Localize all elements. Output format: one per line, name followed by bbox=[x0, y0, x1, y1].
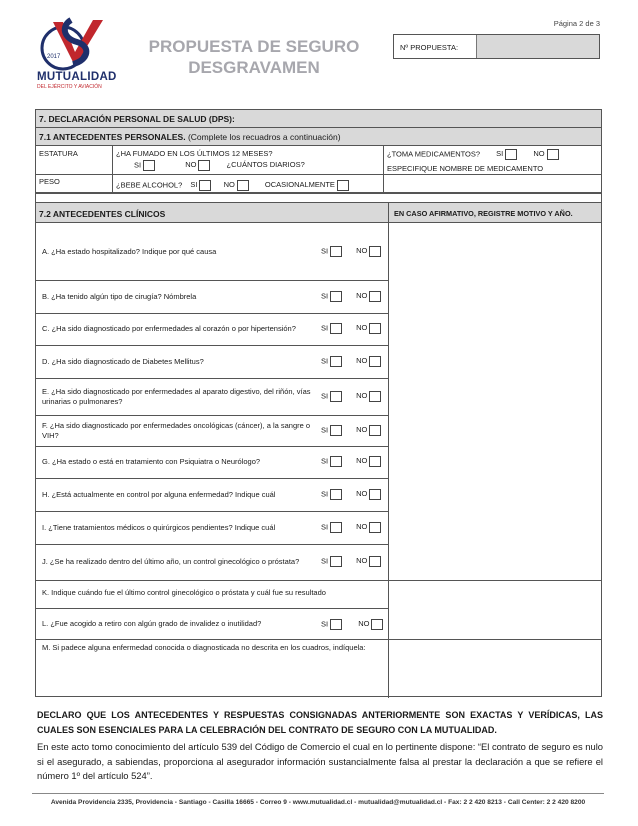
medication-no-checkbox[interactable] bbox=[547, 149, 559, 160]
page-number: Página 2 de 3 bbox=[553, 19, 600, 28]
yes-checkbox[interactable] bbox=[330, 522, 342, 533]
no-label: NO bbox=[356, 391, 368, 401]
clinical-question-text: E. ¿Ha sido diagnosticado por enfermedades al aparato digestivo, del riñón, vías urinarias o pulmonares? bbox=[42, 387, 311, 406]
alcohol-no-checkbox[interactable] bbox=[237, 180, 249, 191]
page-title: PROPUESTA DE SEGURO DESGRAVAMEN bbox=[148, 37, 360, 77]
medication-yes-checkbox[interactable] bbox=[505, 149, 517, 160]
medication-no-label: NO bbox=[533, 149, 545, 159]
alcohol-no-label: NO bbox=[223, 180, 235, 190]
clinical-question-answers bbox=[321, 356, 381, 367]
clinical-question-row bbox=[36, 415, 388, 446]
medication-answers bbox=[387, 149, 559, 160]
no-label: NO bbox=[356, 456, 368, 466]
no-label: NO bbox=[356, 246, 368, 256]
yes-checkbox[interactable] bbox=[330, 456, 342, 467]
clinical-question-text: H. ¿Está actualmente en control por alguna enfermedad? Indique cuál bbox=[42, 490, 276, 499]
clinical-question-answers bbox=[321, 489, 381, 500]
yes-checkbox[interactable] bbox=[330, 489, 342, 500]
no-checkbox[interactable] bbox=[369, 489, 381, 500]
clinical-question-text: I. ¿Tiene tratamientos médicos o quirúrgicos pendientes? Indique cuál bbox=[42, 523, 276, 532]
yes-label: SI bbox=[321, 291, 329, 301]
clinical-question-answers bbox=[321, 425, 381, 436]
health-declaration-form bbox=[35, 109, 602, 697]
footer-divider bbox=[32, 793, 604, 794]
question-l-answers bbox=[321, 619, 383, 630]
clinical-question-row bbox=[36, 378, 388, 415]
no-label: NO bbox=[356, 425, 368, 435]
yes-checkbox[interactable] bbox=[330, 391, 342, 402]
yes-label: SI bbox=[321, 391, 329, 401]
no-checkbox[interactable] bbox=[369, 391, 381, 402]
clinical-question-row bbox=[36, 478, 388, 511]
clinical-question-answers bbox=[321, 391, 381, 402]
alcohol-answers bbox=[116, 180, 349, 191]
clinical-question-text: D. ¿Ha sido diagnosticado de Diabetes Mellitus? bbox=[42, 357, 204, 366]
clinical-question-text: C. ¿Ha sido diagnosticado por enfermedades al corazón o por hipertensión? bbox=[42, 324, 296, 333]
article-539-notice: En este acto tomo conocimiento del artículo 539 del Código de Comercio el cual en lo pertinente dispone: “El contrato de seguro es nulo si el asegurado, a sabiendas, proporciona al asegurador información sustancialmente falsa al prestar la declaración a que se refiere el número 1º del artículo 524”. bbox=[37, 741, 603, 781]
proposal-number-label: Nº PROPUESTA: bbox=[400, 43, 459, 52]
yes-label: SI bbox=[321, 489, 329, 499]
clinical-question-text: G. ¿Ha estado o está en tratamiento con Psiquiatra o Neurólogo? bbox=[42, 457, 261, 466]
medication-yes-label: SI bbox=[496, 149, 504, 159]
no-checkbox[interactable] bbox=[369, 456, 381, 467]
clinical-question-row bbox=[36, 345, 388, 378]
cigarettes-per-day-label: ¿CUÁNTOS DIARIOS? bbox=[226, 160, 305, 170]
section-7-1-title: 7.1 ANTECEDENTES PERSONALES. bbox=[39, 132, 186, 142]
section-7-2-title: 7.2 ANTECEDENTES CLÍNICOS bbox=[39, 209, 166, 219]
alcohol-yes-checkbox[interactable] bbox=[199, 180, 211, 191]
clinical-question-row bbox=[36, 313, 388, 345]
yes-checkbox[interactable] bbox=[330, 246, 342, 257]
clinical-question-answers bbox=[321, 291, 381, 302]
footer-contact: Avenida Providencia 2335, Providencia - Santiago - Casilla 16665 - Correo 9 - www.mutualidad.cl - mutualidad@mutualidad.cl - Fax: 2 2 420 8213 - Call Center: 2 2 420 8200 bbox=[50, 799, 586, 806]
height-label: ESTATURA bbox=[39, 149, 78, 158]
clinical-question-row bbox=[36, 511, 388, 544]
medication-question: ¿TOMA MEDICAMENTOS? bbox=[387, 149, 481, 159]
no-checkbox[interactable] bbox=[369, 522, 381, 533]
smoked-no-checkbox[interactable] bbox=[198, 160, 210, 171]
yes-checkbox[interactable] bbox=[330, 323, 342, 334]
question-l-yes-checkbox[interactable] bbox=[330, 619, 342, 630]
yes-checkbox[interactable] bbox=[330, 291, 342, 302]
alcohol-occasionally-label: OCASIONALMENTE bbox=[264, 180, 335, 190]
yes-label: SI bbox=[321, 246, 329, 256]
question-m: M. Si padece alguna enfermedad conocida o diagnosticada no descrita en los cuadros, indíquela: bbox=[42, 643, 366, 652]
section-7-2-right-heading: EN CASO AFIRMATIVO, REGISTRE MOTIVO Y AÑO. bbox=[394, 209, 573, 218]
logo-emblem-icon bbox=[33, 14, 133, 72]
no-checkbox[interactable] bbox=[369, 246, 381, 257]
logo-year: 2017 bbox=[47, 54, 61, 60]
alcohol-yes-label: SI bbox=[190, 180, 198, 190]
clinical-question-answers bbox=[321, 456, 381, 467]
clinical-question-text: F. ¿Ha sido diagnosticado por enfermedades oncológicas (cáncer), a la sangre o VIH? bbox=[42, 421, 311, 440]
smoked-yes-label: SI bbox=[134, 160, 142, 170]
no-label: NO bbox=[356, 556, 368, 566]
clinical-question-row bbox=[36, 280, 388, 313]
section-7-heading: 7. DECLARACIÓN PERSONAL DE SALUD (DPS): bbox=[36, 110, 601, 128]
question-l: L. ¿Fue acogido a retiro con algún grado de invalidez o inutilidad? bbox=[42, 619, 262, 628]
clinical-question-answers bbox=[321, 522, 381, 533]
yes-label: SI bbox=[321, 356, 329, 366]
yes-label: SI bbox=[321, 323, 329, 333]
question-l-no-label: NO bbox=[358, 619, 370, 629]
no-checkbox[interactable] bbox=[369, 556, 381, 567]
proposal-number-field[interactable] bbox=[476, 35, 599, 58]
no-label: NO bbox=[356, 323, 368, 333]
yes-label: SI bbox=[321, 522, 329, 532]
clinical-question-text: J. ¿Se ha realizado dentro del último año, un control ginecológico o próstata? bbox=[42, 557, 300, 566]
clinical-question-row bbox=[36, 223, 388, 280]
alcohol-occasionally-checkbox[interactable] bbox=[337, 180, 349, 191]
question-l-yes-label: SI bbox=[321, 619, 329, 629]
no-label: NO bbox=[356, 522, 368, 532]
section-7-1-heading bbox=[36, 128, 601, 146]
smoked-yes-checkbox[interactable] bbox=[143, 160, 155, 171]
question-l-no-checkbox[interactable] bbox=[371, 619, 383, 630]
section-7-1-note: (Complete los recuadros a continuación) bbox=[187, 132, 341, 142]
weight-label: PESO bbox=[39, 177, 60, 186]
question-k: K. Indique cuándo fue el último control ginecológico o próstata y cuál fue su resultado bbox=[42, 588, 326, 597]
no-label: NO bbox=[356, 291, 368, 301]
medication-name-label: ESPECIFIQUE NOMBRE DE MEDICAMENTO bbox=[387, 164, 544, 173]
no-checkbox[interactable] bbox=[369, 323, 381, 334]
smoked-no-label: NO bbox=[185, 160, 197, 170]
smoked-question: ¿HA FUMADO EN LOS ÚLTIMOS 12 MESES? bbox=[116, 149, 273, 158]
no-checkbox[interactable] bbox=[369, 291, 381, 302]
no-checkbox[interactable] bbox=[369, 425, 381, 436]
clinical-question-row bbox=[36, 446, 388, 478]
clinical-question-answers bbox=[321, 323, 381, 334]
no-checkbox[interactable] bbox=[369, 356, 381, 367]
smoked-answers bbox=[134, 160, 305, 171]
clinical-question-answers bbox=[321, 556, 381, 567]
yes-label: SI bbox=[321, 556, 329, 566]
no-label: NO bbox=[356, 356, 368, 366]
yes-checkbox[interactable] bbox=[330, 356, 342, 367]
logo-subtitle: DEL EJÉRCITO Y AVIACIÓN bbox=[37, 84, 102, 90]
logo-brand: MUTUALIDAD bbox=[37, 71, 117, 83]
yes-label: SI bbox=[321, 425, 329, 435]
proposal-number-box bbox=[393, 34, 600, 59]
clinical-question-text: A. ¿Ha estado hospitalizado? Indique por qué causa bbox=[42, 247, 217, 256]
clinical-question-row bbox=[36, 544, 388, 580]
declaration-statement: DECLARO QUE LOS ANTECEDENTES Y RESPUESTAS CONSIGNADAS ANTERIORMENTE SON EXACTAS Y VERÍDICAS, LAS CUALES SON ESENCIALES PARA LA CELEBRACIÓN DEL CONTRATO DE SEGURO CON LA MUTUALIDAD. bbox=[37, 710, 603, 735]
yes-checkbox[interactable] bbox=[330, 425, 342, 436]
yes-label: SI bbox=[321, 456, 329, 466]
no-label: NO bbox=[356, 489, 368, 499]
clinical-question-text: B. ¿Ha tenido algún tipo de cirugía? Nómbrela bbox=[42, 292, 197, 301]
clinical-question-answers bbox=[321, 246, 381, 257]
yes-checkbox[interactable] bbox=[330, 556, 342, 567]
alcohol-question: ¿BEBE ALCOHOL? bbox=[116, 180, 183, 190]
mutualidad-logo bbox=[33, 14, 133, 104]
